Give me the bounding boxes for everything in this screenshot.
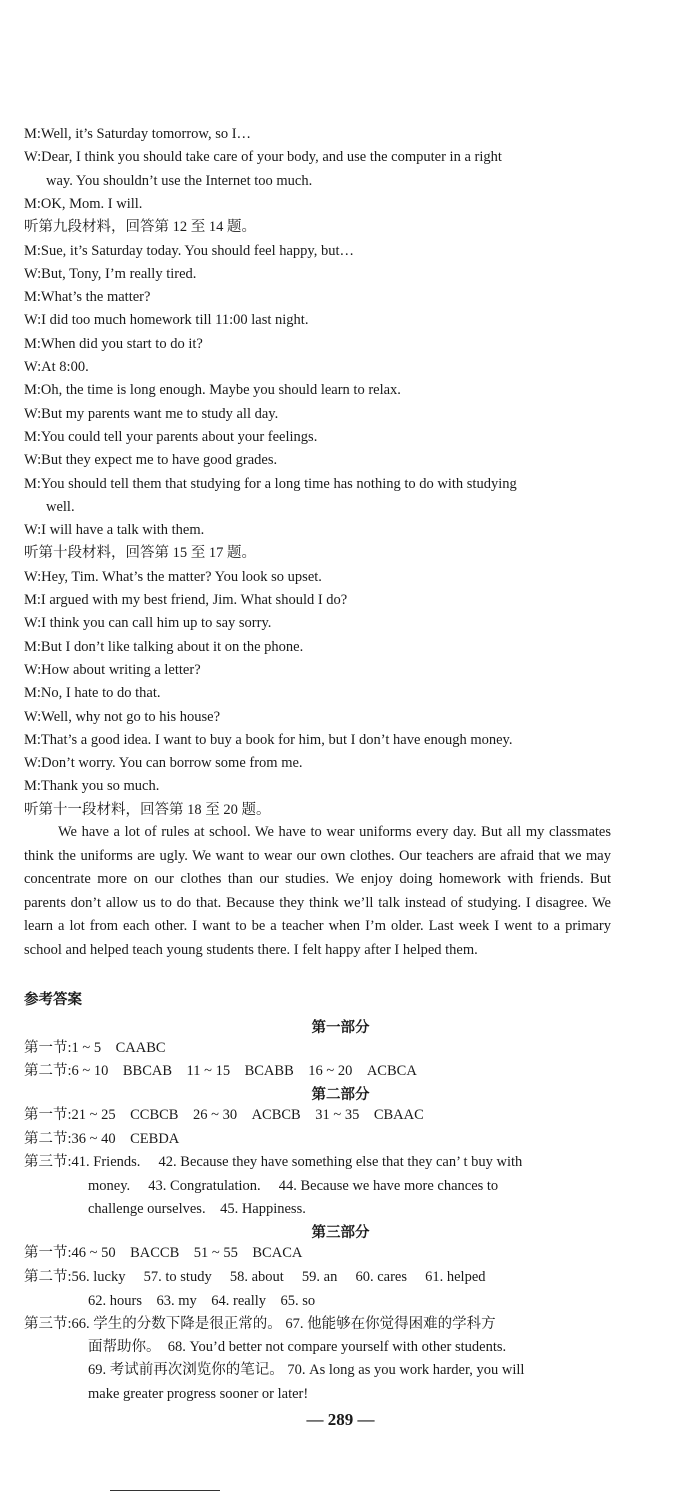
script-line: well.	[46, 498, 75, 515]
part2-section3-line2: money. 43. Congratulation. 44. Because we have more chances to	[88, 1178, 499, 1194]
script-line: M:Sue, it’s Saturday today. You should feel happy, but…	[24, 242, 354, 259]
footer-rule	[110, 1490, 220, 1491]
script-line: W:But, Tony, I’m really tired.	[24, 265, 197, 282]
part3-section2-line2: 62. hours 63. my 64. really 65. so	[88, 1293, 316, 1309]
passage-paragraph	[24, 821, 611, 962]
part1-section1: 第一节:1 ~ 5 CAABC	[24, 1040, 166, 1056]
script-line: M:What’s the matter?	[24, 289, 151, 306]
script-line: M:Oh, the time is long enough. Maybe you should learn to relax.	[24, 382, 401, 399]
script-line: M:You could tell your parents about your feelings.	[24, 428, 318, 445]
part3-section3-line1: 第三节:66. 学生的分数下降是很正常的。 67. 他能够在你觉得困难的学科方	[24, 1316, 496, 1332]
script-line: M:You should tell them that studying for a long time has nothing to do with studying	[24, 475, 517, 492]
script-line: 听第九段材料，回答第 12 至 14 题。	[24, 219, 256, 236]
script-line: W:Hey, Tim. What’s the matter? You look so upset.	[24, 568, 322, 585]
script-line: W:I think you can call him up to say sorry.	[24, 615, 272, 632]
part3-section3-line4: make greater progress sooner or later!	[88, 1386, 309, 1402]
script-line: W:How about writing a letter?	[24, 661, 201, 678]
script-line: W:But my parents want me to study all day.	[24, 405, 279, 422]
answers-heading: 参考答案	[24, 992, 82, 1008]
script-line: W:Don’t worry. You can borrow some from me.	[24, 755, 303, 772]
script-line: M:When did you start to do it?	[24, 335, 203, 352]
part3-section3-line2: 面帮助你。 68. You’d better not compare yourself with other students.	[88, 1339, 507, 1355]
part3-section2-line1: 第二节:56. lucky 57. to study 58. about 59. an 60. cares 61. helped	[24, 1269, 486, 1285]
script-line: 听第十一段材料，回答第 18 至 20 题。	[24, 801, 271, 818]
page-number: — 289 —	[306, 1410, 375, 1429]
part2-section1: 第一节:21 ~ 25 CCBCB 26 ~ 30 ACBCB 31 ~ 35 CBAAC	[24, 1107, 424, 1123]
part3-section3-line3: 69. 考试前再次浏览你的笔记。 70. As long as you work harder, you will	[88, 1362, 525, 1378]
script-line: M:No, I hate to do that.	[24, 685, 161, 702]
script-line: W:But they expect me to have good grades.	[24, 452, 278, 469]
script-line: M:That’s a good idea. I want to buy a book for him, but I don’t have enough money.	[24, 731, 513, 748]
script-line: W:Well, why not go to his house?	[24, 708, 221, 725]
script-line: M:I argued with my best friend, Jim. What should I do?	[24, 592, 348, 608]
script-line: W:I did too much homework till 11:00 last night.	[24, 312, 309, 329]
script-line: 听第十段材料，回答第 15 至 17 题。	[24, 545, 256, 562]
part3-title: 第三部分	[311, 1225, 370, 1241]
script-line: M:Well, it’s Saturday tomorrow, so I…	[24, 126, 252, 142]
script-line: M:OK, Mom. I will.	[24, 195, 143, 212]
script-line: way. You shouldn’t use the Internet too much.	[46, 172, 313, 189]
passage-text: We have a lot of rules at school. We have to wear uniforms every day. But all my classmates think the uniforms are ugly. We want to wear our own clothes. Our teachers are afraid that we may concentrate more on our clothes than our studies. We enjoy doing homework with friends. But parents don’t allow us to do that. Because they think we’ll talk instead of studying. I disagree. We learn a lot from each other. I want to be a teacher when I’m older. Last week I went to a primary school and helped teach young students there. I felt happy after I helped them.	[24, 824, 611, 958]
part2-section3-line3: challenge ourselves. 45. Happiness.	[88, 1201, 306, 1217]
part2-section2: 第二节:36 ~ 40 CEBDA	[24, 1131, 180, 1147]
script-line: W:I will have a talk with them.	[24, 522, 205, 539]
part2-section3-line1: 第三节:41. Friends. 42. Because they have something else that they can’ t buy with	[24, 1154, 523, 1170]
part1-title: 第一部分	[311, 1020, 370, 1036]
script-line: M:But I don’t like talking about it on the phone.	[24, 638, 304, 655]
script-line: W:Dear, I think you should take care of your body, and use the computer in a right	[24, 149, 502, 166]
script-line: W:At 8:00.	[24, 359, 89, 375]
part1-section2: 第二节:6 ~ 10 BBCAB 11 ~ 15 BCABB 16 ~ 20 ACBCA	[24, 1063, 417, 1079]
script-line: M:Thank you so much.	[24, 778, 160, 795]
part2-title: 第二部分	[311, 1087, 370, 1103]
part3-section1: 第一节:46 ~ 50 BACCB 51 ~ 55 BCACA	[24, 1245, 303, 1261]
